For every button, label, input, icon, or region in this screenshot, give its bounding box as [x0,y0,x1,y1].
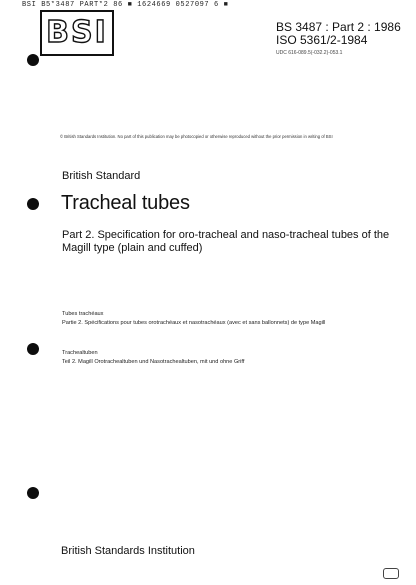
copyright-notice: © British Standards Institution. No part of this publication may be photocopied or otherwise reproduced without the prior permission in writing of BSI [60,134,333,139]
iso-number: ISO 5361/2-1984 [276,33,368,47]
udc-number: UDC 616-089.5(-032.2)-053.1 [276,50,343,56]
french-title: Tubes trachéaux [62,311,104,317]
document-subtitle: Part 2. Specification for oro-tracheal and naso-tracheal tubes of the Magill type (plain and cuffed) [62,229,390,254]
german-description: Teil 2. Magill Orotrachealtuben und Nasotrachealtuben, mit und ohne Griff [62,359,245,365]
publisher-name: British Standards Institution [61,545,195,557]
binder-hole [27,487,39,499]
bsi-logo [40,10,114,56]
document-kicker: British Standard [62,170,141,182]
standard-number: BS 3487 : Part 2 : 1986 [276,20,401,34]
french-description: Partie 2. Spécifications pour tubes orotrachéaux et nasotrachéaux (avec et sans ballonnets) de type Magill [62,320,326,326]
german-title: Trachealtuben [62,350,98,356]
binder-hole [27,198,39,210]
scan-header-strip: BSI B5*3487 PART*2 86 ■ 1624669 0527097 6 ■ [22,1,229,9]
binder-hole [27,343,39,355]
corner-mark [383,568,399,579]
binder-hole [27,54,39,66]
document-title: Tracheal tubes [61,192,190,214]
bsi-logo-text: BSI [46,15,108,50]
